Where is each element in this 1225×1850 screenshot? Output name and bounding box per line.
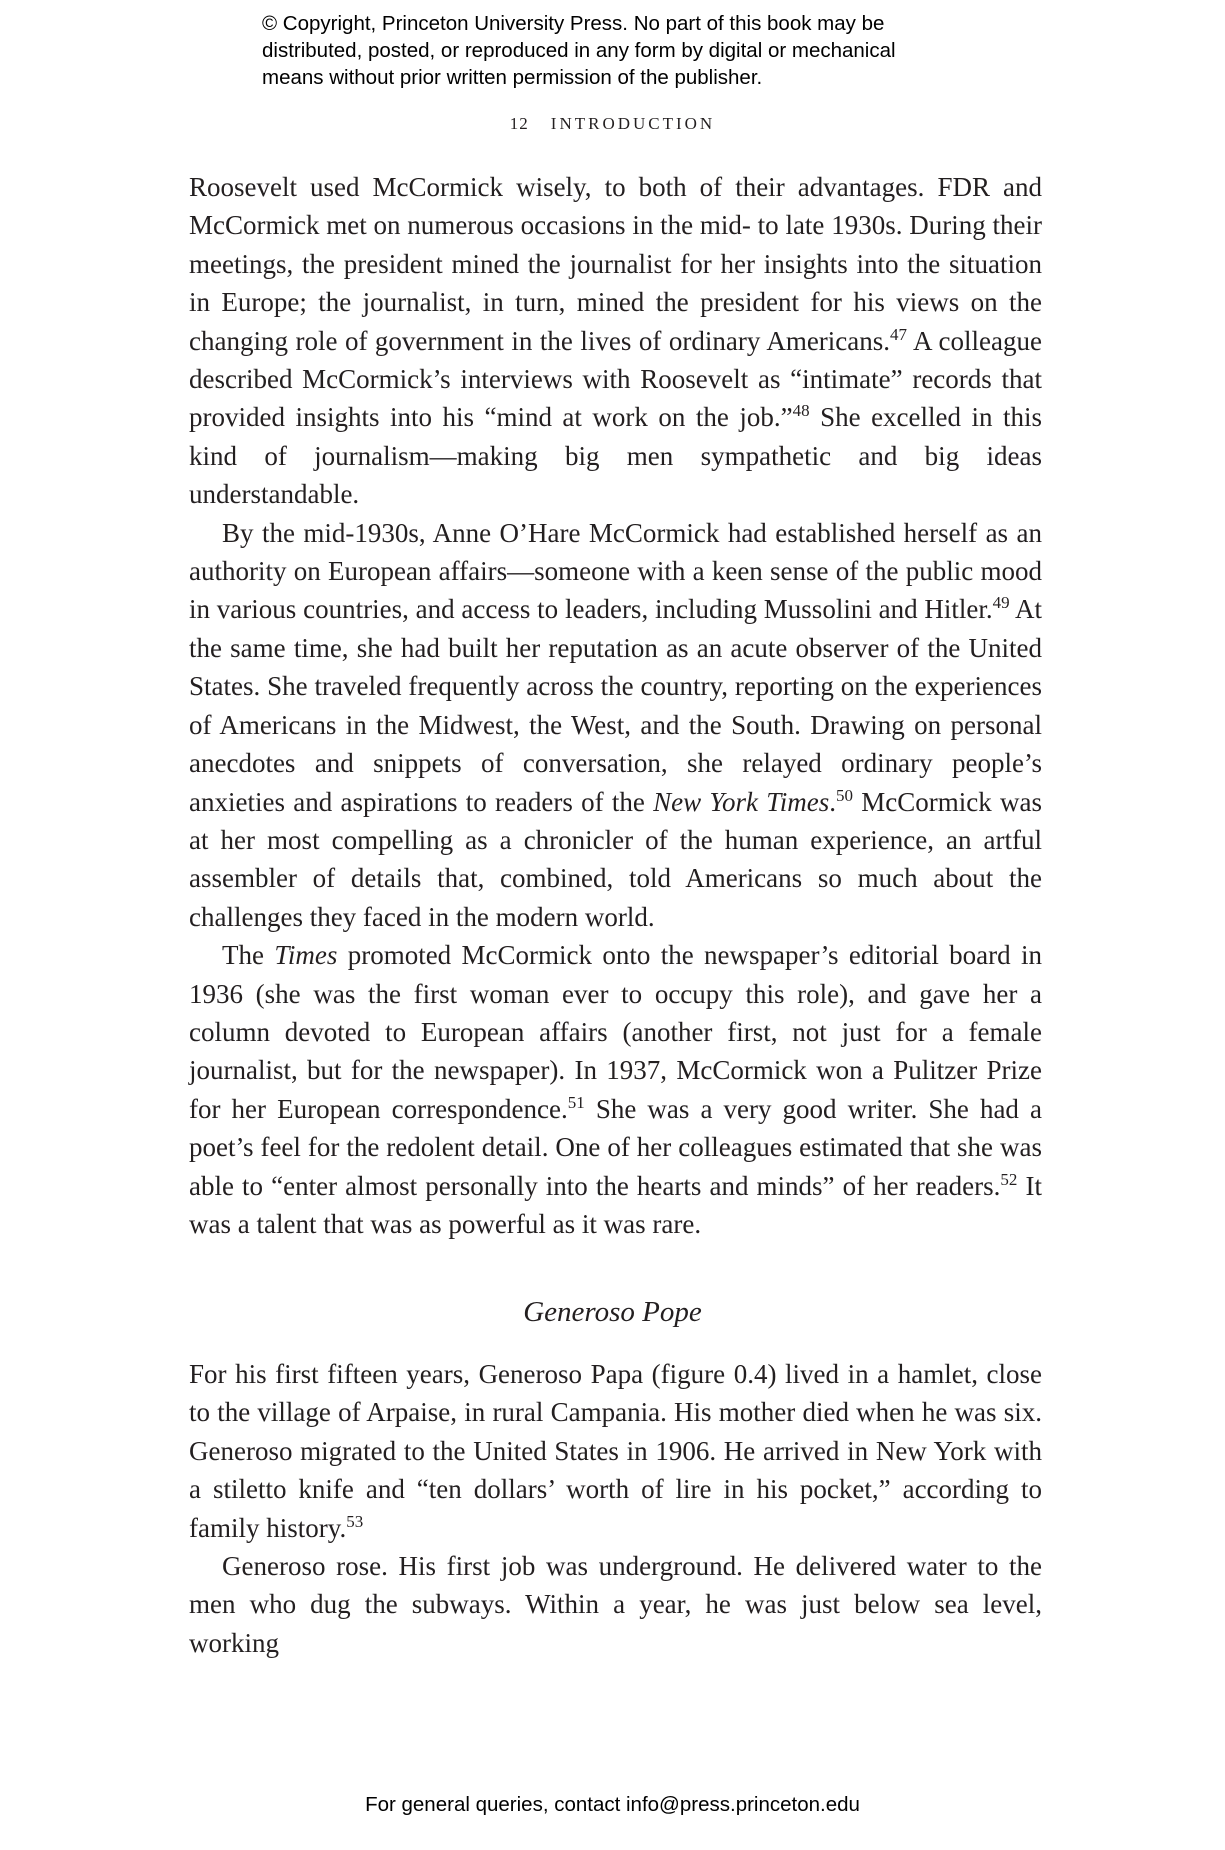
copyright-line: distributed, posted, or reproduced in any form by digital or mechanical [262, 39, 896, 62]
footnote-ref: 53 [346, 1511, 364, 1531]
body-text-upper [189, 168, 1042, 1243]
text-run: . [829, 786, 836, 817]
footnote-ref: 49 [992, 593, 1010, 613]
running-head [0, 114, 1225, 134]
footnote-ref: 47 [890, 324, 908, 344]
paragraph [189, 514, 1042, 936]
text-run: At the same time, she had built her reputation as an acute observer of the United States. She traveled frequently across the country, reporting on the experiences of Americans in the Midwest, the West, and the South. Drawing on personal anecdotes and snippets of conversation, she relayed ordinary people’s anxieties and aspirations to readers of the [189, 594, 1042, 817]
footnote-ref: 48 [792, 401, 810, 421]
text-run: By the mid-1930s, Anne O’Hare McCormick had established herself as an authority on European affairs—someone with a keen sense of the public mood in various countries, and access to leaders, including Mussolini and Hitler. [189, 517, 1042, 625]
paragraph [189, 1355, 1042, 1547]
footnote-ref: 52 [1000, 1169, 1018, 1189]
footnote-ref: 50 [836, 785, 853, 805]
text-run: It was a talent that was as powerful as it was rare. [189, 1170, 1042, 1239]
italic-title: Times [274, 940, 338, 971]
footnote-ref: 51 [567, 1092, 585, 1112]
text-run: She excelled in this kind of journalism—making big men sympathetic and big ideas understandable. [189, 402, 1042, 510]
text-run: promoted McCormick onto the newspaper’s editorial board in 1936 (she was the first woman ever to occupy this role), and gave her a column devoted to European affairs (another first, not just for a female journalist, but for the newspaper). In 1937, McCormick won a Pulitzer Prize for her European correspondence. [189, 940, 1042, 1124]
copyright-notice [262, 10, 1022, 91]
running-head-title: INTRODUCTION [550, 114, 716, 133]
text-run: Roosevelt used McCormick wisely, to both of their advantages. FDR and McCormick met on numerous occasions in the mid- to late 1930s. During their meetings, the president mined the journalist for her insights into the situation in Europe; the journalist, in turn, mined the president for his views on the changing role of government in the lives of ordinary Americans. [189, 172, 1042, 356]
paragraph [189, 168, 1042, 514]
copyright-line: means without prior written permission of the publisher. [262, 66, 763, 89]
italic-title: New York Times [653, 786, 830, 817]
body-text-lower [189, 1355, 1042, 1662]
text-run: For his first fifteen years, Generoso Papa (figure 0.4) lived in a hamlet, close to the village of Arpaise, in rural Campania. His mother died when he was six. Generoso migrated to the United States in 1906. He arrived in New York with a stiletto knife and “ten dollars’ worth of lire in his pocket,” according to family history. [189, 1359, 1042, 1543]
paragraph [189, 1547, 1042, 1662]
text-run: She was a very good writer. She had a poet’s feel for the redolent detail. One of her colleagues estimated that she was able to “enter almost personally into the hearts and minds” of her readers. [189, 1093, 1042, 1201]
text-run: The [222, 940, 275, 971]
footer-contact: For general queries, contact info@press.princeton.edu [365, 1793, 860, 1816]
section-heading: Generoso Pope [523, 1296, 702, 1328]
paragraph [189, 936, 1042, 1243]
text-run: A colleague described McCormick’s interviews with Roosevelt as “intimate” records that provided insights into his “mind at work on the job.” [189, 325, 1042, 433]
text-run: Generoso rose. His first job was underground. He delivered water to the men who dug the subways. Within a year, he was just below sea level, working [189, 1551, 1042, 1658]
text-run: McCormick was at her most compelling as a chronicler of the human experience, an artful assembler of details that, combined, told Americans so much about the challenges they faced in the modern world. [189, 786, 1042, 932]
page-number: 12 [509, 114, 529, 133]
copyright-line: © Copyright, Princeton University Press. No part of this book may be [262, 12, 885, 35]
